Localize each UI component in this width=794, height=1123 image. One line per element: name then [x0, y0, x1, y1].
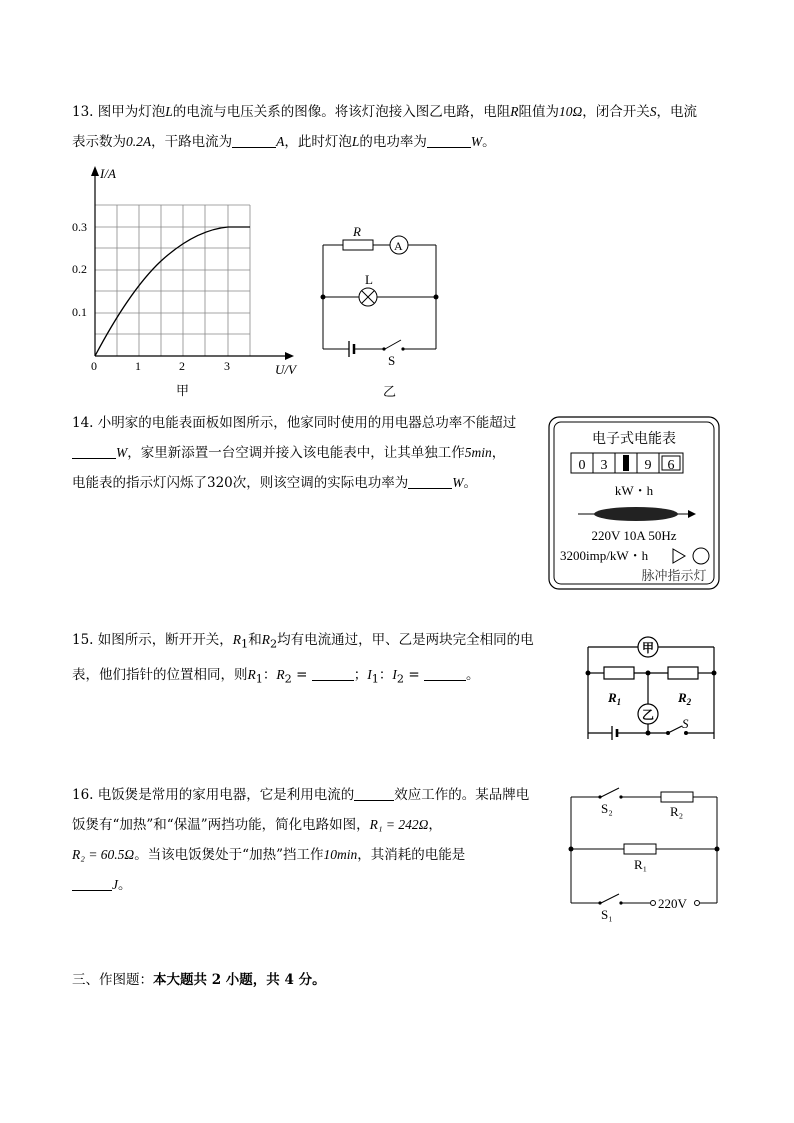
answer-blank[interactable]: [424, 664, 466, 681]
switch-S2: [601, 788, 619, 797]
meter-yi-label: 乙: [641, 708, 655, 722]
q15-text-part: 15. 如图所示，断开开关，: [72, 632, 233, 648]
q16-line4: [72, 870, 547, 900]
resistor-R1: [604, 667, 634, 679]
circuit-q15: [582, 630, 722, 745]
y-tick: 0.2: [72, 262, 87, 276]
q16-text-part: 效应工作的。某品牌电: [394, 787, 530, 803]
meter-spec: 220V 10A 50Hz: [591, 528, 677, 543]
q16-line2: [72, 810, 547, 840]
r1-value: R₁ = 242Ω: [369, 817, 429, 832]
r2-value: R₂ = 60.5Ω: [72, 847, 135, 862]
q15-line2: [72, 660, 547, 695]
q16-text-part: 16. 电饭煲是常用的家用电器，它是利用电流的: [72, 787, 355, 803]
q13-text-part: 的电流与电压关系的图像。将该灯泡接入图乙电路，电阻: [172, 104, 511, 120]
y-tick: 0.1: [72, 305, 87, 319]
q13-text-part: ，此时灯泡: [284, 134, 352, 150]
q14-text-part: ，: [491, 445, 506, 461]
q14-text-part: ，家里新添置一台空调并接入该电能表中，让其单独工作: [127, 445, 465, 461]
answer-blank[interactable]: [427, 131, 471, 148]
label-A: A: [394, 239, 403, 253]
label-R1: $R_1$: [608, 690, 622, 707]
q14-line3: [72, 468, 542, 498]
time-value: 5min: [464, 445, 492, 460]
meter-digit: 9: [644, 458, 652, 473]
x-tick: 0: [91, 359, 97, 373]
answer-blank[interactable]: [312, 664, 354, 681]
iu-graph: [70, 160, 310, 400]
var-R: R: [261, 632, 270, 647]
x-tick: 1: [135, 359, 141, 373]
meter-digit: 0: [578, 458, 586, 473]
q16-text-part: 。: [118, 877, 132, 893]
q14-text-part: 次，则该空调的实际电功率为: [232, 475, 409, 491]
q14-text-part: 。: [463, 475, 478, 491]
terminal: [695, 901, 700, 906]
switch-S1: [601, 894, 619, 903]
var-S: S: [649, 104, 657, 119]
q13-line2: [72, 127, 732, 157]
unit-W: W: [452, 475, 464, 490]
q13-text-part: 的电功率为: [359, 134, 427, 150]
q15-text-part: ：: [262, 666, 277, 683]
label-R: R: [353, 224, 361, 239]
resistance-value: 10Ω: [559, 104, 583, 119]
meter-digit-3-bar: [623, 455, 629, 471]
x-axis-label: U/V: [275, 362, 296, 377]
resistor-R2: [661, 792, 693, 802]
switch-S: [668, 726, 682, 733]
figure-caption: 甲: [176, 383, 190, 398]
flash-count: 320: [207, 475, 233, 491]
var-R: R: [232, 632, 242, 647]
unit-W: W: [116, 445, 128, 460]
q15-line1: [72, 625, 547, 660]
circuit-q16: [566, 783, 726, 923]
var-I: I: [392, 666, 397, 682]
answer-blank[interactable]: [354, 784, 394, 801]
q16-text-part: 饭煲有“加热”和“保温”两挡功能，简化电路如图，: [72, 817, 370, 833]
q13-text-part: 。: [482, 134, 496, 150]
var-L: L: [351, 134, 360, 149]
subscript: 1: [371, 672, 379, 686]
time-value: 10min: [323, 847, 358, 862]
var-R: R: [510, 104, 519, 119]
q15-text-part: =: [408, 666, 420, 683]
meter-digit: 6: [667, 458, 675, 473]
q15-text-part: 。: [466, 666, 480, 683]
q14-line2: [72, 438, 542, 468]
subscript: 2: [284, 672, 292, 686]
meter-indicator-label: 脉冲指示灯: [641, 568, 707, 583]
x-tick: 3: [224, 359, 230, 373]
q16-text: [72, 780, 547, 900]
q15-text-part: ：: [378, 666, 393, 683]
q16-text-part: ，其消耗的电能是: [357, 847, 466, 863]
current-value: 0.2A: [126, 134, 152, 149]
resistor-R2: [668, 667, 698, 679]
label-S: S: [388, 353, 396, 368]
label-R2: R₂: [670, 804, 684, 819]
section-prefix: 三、作图题：: [72, 972, 153, 988]
answer-blank[interactable]: [72, 442, 116, 459]
meter-jia-label: 甲: [641, 641, 655, 655]
q13-text: [72, 97, 732, 157]
var-R: R: [276, 666, 285, 682]
meter-disc: [594, 507, 678, 521]
energy-meter: [548, 416, 720, 590]
q13-line1: [72, 97, 732, 127]
x-axis-arrow: [285, 352, 294, 360]
q15-text: [72, 625, 547, 694]
q14-text: [72, 408, 542, 498]
answer-blank[interactable]: [232, 131, 276, 148]
var-I: I: [367, 666, 372, 682]
q15-text-part: 表，他们指针的位置相同，则: [72, 666, 248, 683]
q16-line3: [72, 840, 547, 870]
meter-unit: kW・h: [614, 483, 654, 498]
q13-text-part: ，干路电流为: [151, 134, 233, 150]
section-description: 本大题共 2 小题，共 4 分。: [153, 972, 326, 988]
meter-title: 电子式电能表: [592, 432, 676, 447]
label-L: L: [365, 272, 373, 287]
q15-text-part: 和: [248, 632, 262, 648]
q15-text-part: 均有电流通过，甲、乙是两块完全相同的电: [277, 632, 534, 648]
label-R2: $R_2$: [678, 690, 692, 707]
unit-A: A: [276, 134, 285, 149]
meter-imp: 3200imp/kW・h: [560, 548, 649, 563]
q13-text-part: 表示数为: [72, 134, 126, 150]
terminal: [651, 901, 656, 906]
unit-J: J: [112, 877, 118, 892]
q14-line1: 14. 小明家的电能表面板如图所示，他家同时使用的用电器总功率不能超过: [72, 415, 517, 431]
q13-text-part: 13. 图甲为灯泡: [72, 104, 166, 120]
var-R: R: [247, 666, 256, 682]
q16-text-part: ，: [428, 817, 442, 833]
answer-blank[interactable]: [72, 874, 112, 891]
resistor-R1: [624, 844, 656, 854]
label-S1: S₁: [601, 907, 613, 922]
label-S: S: [682, 716, 689, 731]
q13-text-part: 阻值为: [518, 104, 560, 120]
q16-text-part: 。当该电饭煲处于“加热”挡工作: [134, 847, 324, 863]
q15-text-part: =: [296, 666, 308, 683]
q13-text-part: ，电流: [656, 104, 698, 120]
resistor-R: [343, 240, 373, 250]
q14-text-part: 电能表的指示灯闪烁了: [72, 475, 207, 491]
label-R1: R₁: [634, 857, 648, 872]
switch-S: [385, 340, 401, 349]
var-L: L: [165, 104, 173, 119]
unit-W: W: [470, 134, 483, 149]
answer-blank[interactable]: [408, 472, 452, 489]
circuit-yi: [315, 222, 445, 400]
y-tick: 0.3: [72, 220, 87, 234]
q13-text-part: ，闭合开关: [582, 104, 650, 120]
subscript: 2: [396, 672, 405, 686]
subscript: 1: [241, 637, 249, 651]
label-S2: S₂: [601, 801, 613, 816]
supply-voltage: 220V: [658, 896, 687, 911]
meter-digit: 3: [600, 458, 608, 473]
q15-text-part: ；: [353, 666, 368, 683]
y-axis-label: I/A: [100, 166, 116, 181]
iu-curve: [95, 227, 250, 356]
figure-caption: 乙: [383, 384, 397, 399]
subscript: 2: [269, 637, 278, 651]
q16-line1: [72, 780, 547, 810]
x-tick: 2: [179, 359, 185, 373]
section-heading: [72, 968, 326, 992]
subscript: 1: [255, 672, 263, 686]
y-axis-arrow: [91, 166, 99, 176]
